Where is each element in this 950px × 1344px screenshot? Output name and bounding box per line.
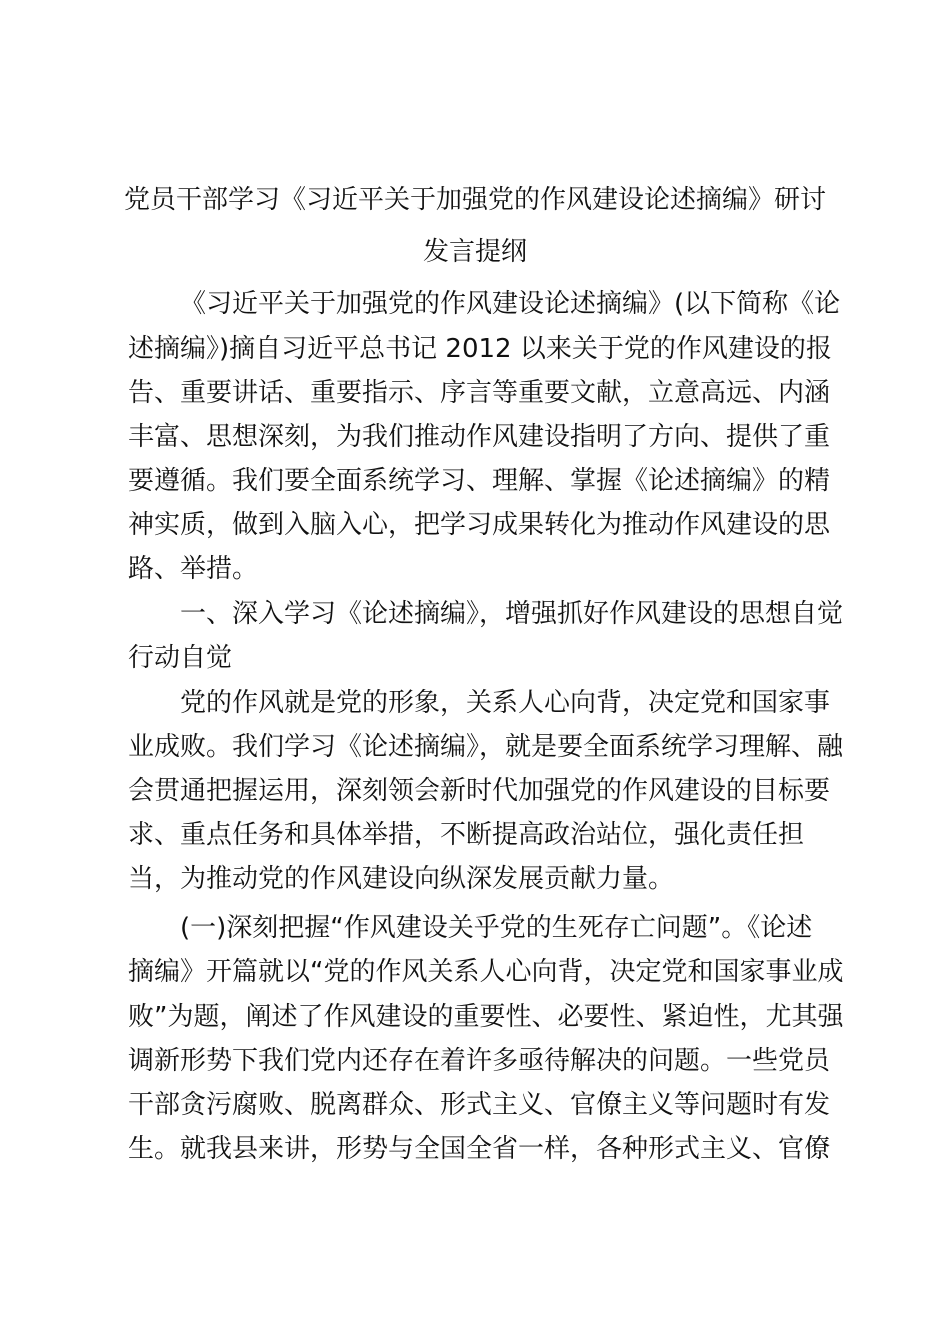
paragraph-line: 神实质，做到入脑入心，把学习成果转化为推动作风建设的思: [128, 510, 831, 540]
paragraph-line: 丰富、思想深刻，为我们推动作风建设指明了方向、提供了重: [128, 422, 831, 452]
paragraph-line: 求、重点任务和具体举措，不断提高政治站位，强化责任担: [128, 820, 805, 850]
paragraph-line: 生。就我县来讲，形势与全国全省一样，各种形式主义、官僚: [128, 1134, 831, 1164]
paragraph-line: 告、重要讲话、重要指示、序言等重要文献，立意高远、内涵: [128, 378, 831, 408]
paragraph-line: 干部贪污腐败、脱离群众、形式主义、官僚主义等问题时有发: [128, 1090, 831, 1120]
paragraph-line: 摘编》开篇就以“党的作风关系人心向背，决定党和国家事业成: [128, 957, 844, 987]
paragraph-line: 当，为推动党的作风建设向纵深发展贡献力量。: [128, 864, 675, 894]
paragraph-line: 业成败。我们学习《论述摘编》，就是要全面系统学习理解、融: [128, 732, 844, 762]
paragraph-line: 要遵循。我们要全面系统学习、理解、掌握《论述摘编》的精: [128, 466, 831, 496]
paragraph-line: 路、举措。: [128, 554, 259, 584]
paragraph-line: 党的作风就是党的形象，关系人心向背，决定党和国家事: [180, 688, 831, 718]
paragraph-line: 调新形势下我们党内还存在着许多亟待解决的问题。一些党员: [128, 1046, 831, 1076]
section-heading-line: 一、深入学习《论述摘编》，增强抓好作风建设的思想自觉: [180, 599, 844, 629]
paragraph-line: 述摘编》)摘自习近平总书记 2012 以来关于党的作风建设的报: [128, 334, 832, 364]
paragraph-line: 《习近平关于加强党的作风建设论述摘编》(以下简称《论: [180, 289, 841, 319]
paragraph-line: 败”为题，阐述了作风建设的重要性、必要性、紧迫性，尤其强: [128, 1002, 844, 1032]
paragraph-line: 会贯通把握运用，深刻领会新时代加强党的作风建设的目标要: [128, 776, 831, 806]
paragraph-line: (一)深刻把握“作风建设关乎党的生死存亡问题”。《论述: [180, 913, 813, 943]
document-title-line-1: 党员干部学习《习近平关于加强党的作风建设论述摘编》研讨: [123, 185, 826, 215]
section-heading-line: 行动自觉: [128, 643, 233, 673]
document-title-line-2: 发言提纲: [422, 237, 527, 267]
